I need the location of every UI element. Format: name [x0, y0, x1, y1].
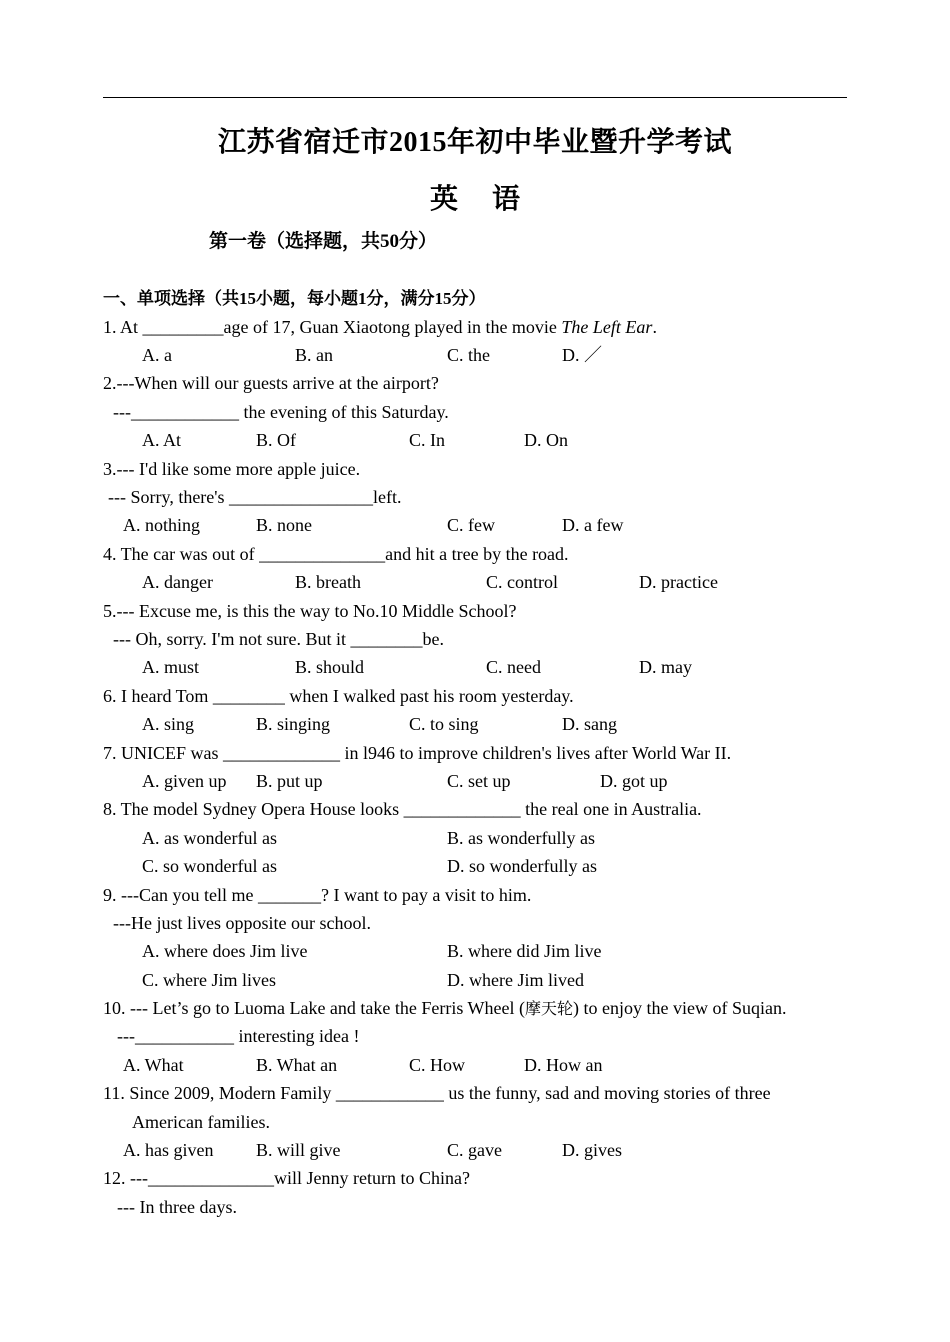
question-7-stem: 7. UNICEF was _____________ in l946 to improve children's lives after World War II. — [103, 743, 732, 763]
q10-option-a: A. What — [123, 1055, 184, 1075]
question-12-reply: --- In three days. — [117, 1197, 237, 1217]
q6-option-d: D. sang — [562, 714, 617, 734]
q10-option-c: C. How — [409, 1055, 466, 1075]
q10-option-d: D. How an — [524, 1055, 603, 1075]
question-3-reply: --- Sorry, there's ________________left. — [108, 487, 402, 507]
question-9-stem: 9. ---Can you tell me _______? I want to pay a visit to him. — [103, 885, 532, 905]
exam-title: 江苏省宿迁市2015年初中毕业暨升学考试 — [217, 127, 732, 158]
question-2-reply: ---____________ the evening of this Saturday. — [113, 402, 449, 422]
question-6-stem: 6. I heard Tom ________ when I walked past his room yesterday. — [103, 686, 574, 706]
q8-option-c: C. so wonderful as — [142, 856, 277, 876]
ferris-wheel-chinese: 摩天轮 — [525, 999, 574, 1018]
q11-option-b: B. will give — [256, 1140, 341, 1160]
q7-option-b: B. put up — [256, 771, 323, 791]
q11-option-a: A. has given — [123, 1140, 214, 1160]
subject-title — [0, 181, 950, 219]
question-8-stem: 8. The model Sydney Opera House looks _____________ the real one in Australia. — [103, 799, 702, 819]
question-12-stem: 12. ---______________will Jenny return to China? — [103, 1168, 470, 1188]
question-2-stem: 2.---When will our guests arrive at the airport? — [103, 373, 439, 393]
q3-option-c: C. few — [447, 515, 495, 535]
question-5-reply: --- Oh, sorry. I'm not sure. But it ________be. — [113, 629, 445, 649]
subject-char-1: 英 — [429, 184, 458, 215]
movie-title: The Left Ear — [561, 317, 653, 337]
q7-option-c: C. set up — [447, 771, 511, 791]
q2-option-c: C. In — [409, 430, 445, 450]
q3-option-d: D. a few — [562, 515, 624, 535]
q6-option-a: A. sing — [142, 714, 195, 734]
q1-option-a: A. a — [142, 345, 172, 365]
question-11-stem-cont: American families. — [132, 1112, 270, 1132]
q5-option-b: B. should — [295, 657, 365, 677]
q2-option-b: B. Of — [256, 430, 296, 450]
q5-option-c: C. need — [486, 657, 541, 677]
q8-option-d: D. so wonderfully as — [447, 856, 597, 876]
section-heading: 一、单项选择（共15小题，每小题1分，满分15分） — [103, 289, 486, 308]
q8-option-b: B. as wonderfully as — [447, 828, 595, 848]
q1-option-d: D. ／ — [562, 345, 602, 365]
q8-option-a: A. as wonderful as — [142, 828, 277, 848]
q6-option-b: B. singing — [256, 714, 331, 734]
question-5-stem: 5.--- Excuse me, is this the way to No.10 Middle School? — [103, 601, 517, 621]
question-3-stem: 3.--- I'd like some more apple juice. — [103, 459, 361, 479]
q2-option-a: A. At — [142, 430, 182, 450]
q6-option-c: C. to sing — [409, 714, 479, 734]
q11-option-d: D. gives — [562, 1140, 622, 1160]
part-heading: 第一卷（选择题，共50分） — [209, 231, 438, 252]
q3-option-a: A. nothing — [123, 515, 201, 535]
q9-option-d: D. where Jim lived — [447, 970, 584, 990]
subject-char-2: 语 — [492, 184, 521, 215]
q9-option-a: A. where does Jim live — [142, 941, 308, 961]
q4-option-c: C. control — [486, 572, 558, 592]
q11-option-c: C. gave — [447, 1140, 502, 1160]
q9-option-c: C. where Jim lives — [142, 970, 276, 990]
question-1-stem: 1. At _________age of 17, Guan Xiaotong played in the movie The Left Ear. — [103, 317, 657, 337]
question-9-reply: ---He just lives opposite our school. — [113, 913, 371, 933]
q4-option-a: A. danger — [142, 572, 213, 592]
question-4-stem: 4. The car was out of ______________and hit a tree by the road. — [103, 544, 569, 564]
q9-option-b: B. where did Jim live — [447, 941, 602, 961]
q1-option-c: C. the — [447, 345, 490, 365]
q10-option-b: B. What an — [256, 1055, 338, 1075]
q3-option-b: B. none — [256, 515, 312, 535]
header-rule — [103, 97, 847, 98]
q7-option-a: A. given up — [142, 771, 227, 791]
q4-option-d: D. practice — [639, 572, 718, 592]
question-11-stem: 11. Since 2009, Modern Family ____________ us the funny, sad and moving stories of three — [103, 1083, 771, 1103]
q4-option-b: B. breath — [295, 572, 361, 592]
q7-option-d: D. got up — [600, 771, 668, 791]
q1-option-b: B. an — [295, 345, 333, 365]
q5-option-d: D. may — [639, 657, 692, 677]
q2-option-d: D. On — [524, 430, 568, 450]
question-10-stem: 10. --- Let’s go to Luoma Lake and take the Ferris Wheel (摩天轮) to enjoy the view of Suqian. — [103, 998, 787, 1018]
question-10-reply: ---___________ interesting idea ! — [117, 1026, 360, 1046]
q5-option-a: A. must — [142, 657, 200, 677]
